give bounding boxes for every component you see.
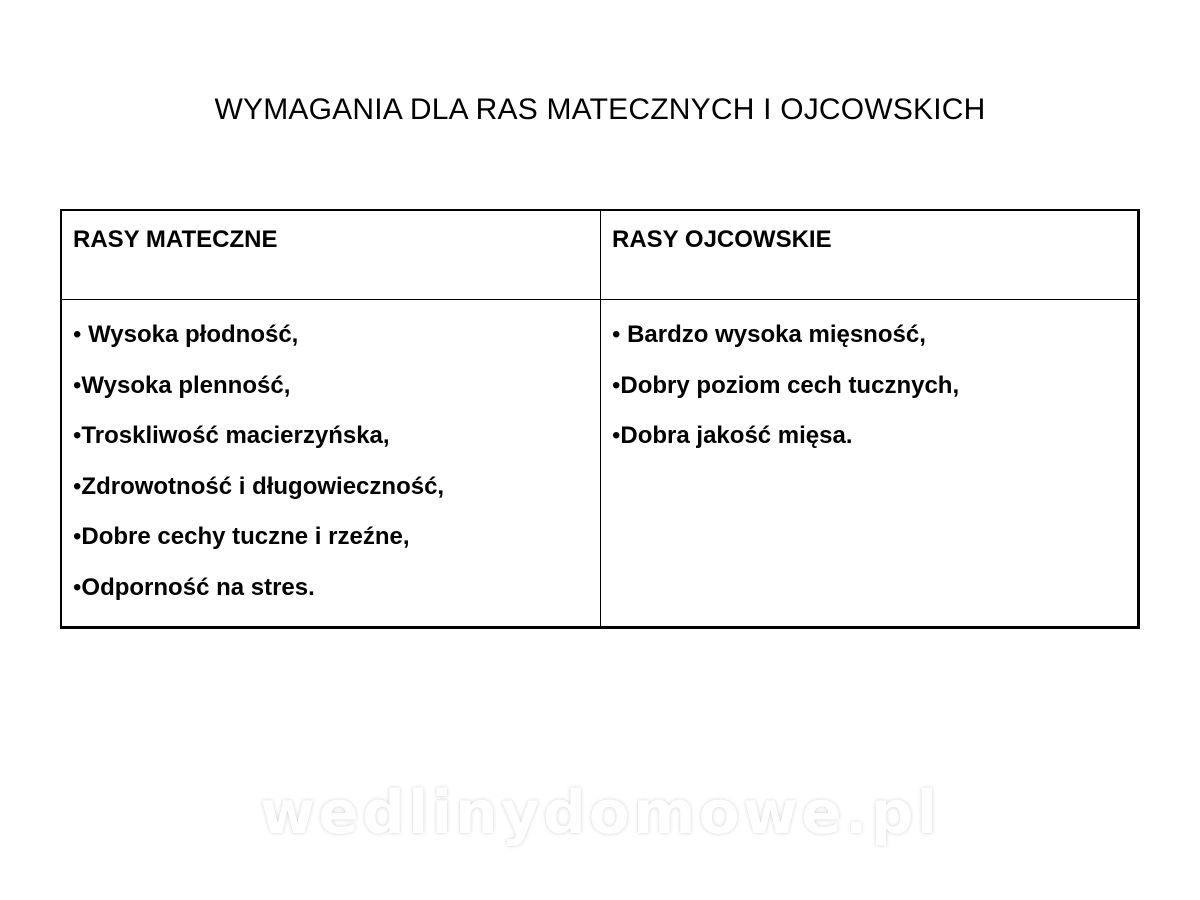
maternal-requirements-list	[73, 314, 590, 603]
list-item: • Wysoka płodność,	[73, 321, 299, 348]
body-cell-maternal	[62, 300, 601, 626]
bullet-icon: •	[612, 321, 628, 348]
watermark: wedlinydomowe.pl	[259, 778, 941, 848]
bullet-icon: •	[73, 321, 89, 348]
list-item: •Troskliwość macierzyńska,	[73, 422, 390, 449]
body-cell-paternal	[601, 300, 1137, 626]
list-item: • Bardzo wysoka mięsność,	[612, 321, 926, 348]
header-maternal-breeds: RASY MATECZNE	[73, 226, 278, 253]
bullet-icon: •	[73, 472, 82, 500]
list-item: •Dobra jakość mięsa.	[612, 422, 853, 449]
list-item: •Odporność na stres.	[73, 573, 315, 601]
slide-title: WYMAGANIA DLA RAS MATECZNYCH I OJCOWSKICH	[214, 93, 986, 126]
list-item: •Zdrowotność i długowieczność,	[73, 472, 445, 500]
paternal-requirements-list	[612, 314, 1127, 451]
list-item: •Wysoka plenność,	[73, 371, 291, 399]
bullet-icon: •	[73, 573, 82, 601]
bullet-icon: •	[612, 422, 621, 449]
list-item: •Dobre cechy tuczne i rzeźne,	[73, 523, 410, 550]
bullet-icon: •	[73, 422, 82, 449]
header-cell-maternal	[62, 211, 601, 300]
bullet-icon: •	[612, 371, 621, 399]
bullet-icon: •	[73, 371, 82, 399]
comparison-table	[60, 209, 1140, 629]
list-item: •Dobry poziom cech tucznych,	[612, 371, 960, 399]
header-paternal-breeds: RASY OJCOWSKIE	[612, 226, 832, 253]
bullet-icon: •	[73, 523, 82, 550]
header-cell-paternal	[601, 211, 1137, 300]
